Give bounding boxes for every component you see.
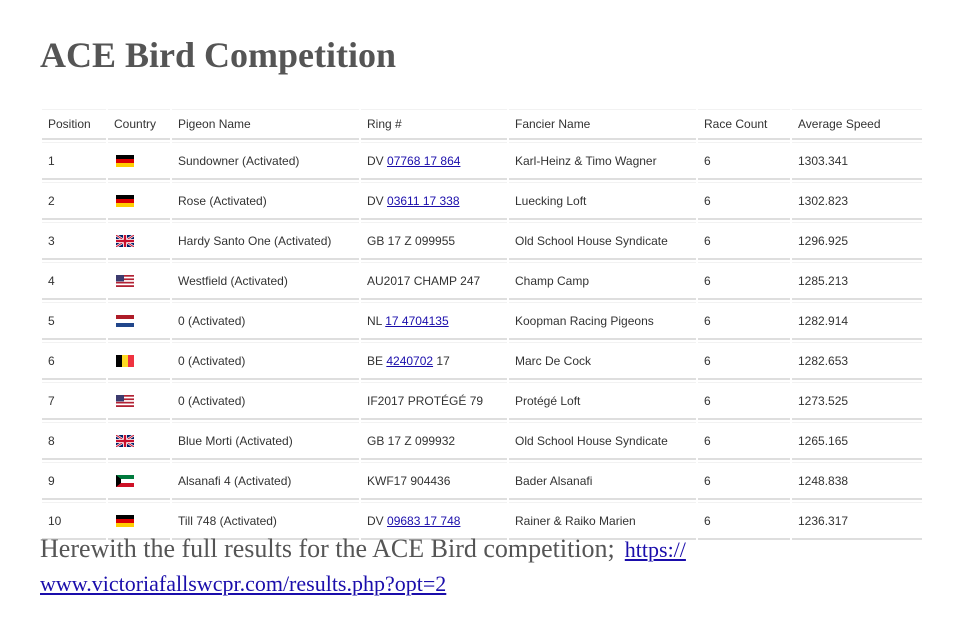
ring-prefix: DV [367, 513, 388, 528]
ring-cell [361, 222, 507, 260]
fancier-name-cell: Old School House Syndicate [509, 422, 696, 460]
pigeon-name-cell: Till 748 (Activated) [172, 502, 359, 540]
ring-cell [361, 182, 507, 220]
pigeon-name-cell: Hardy Santo One (Activated) [172, 222, 359, 260]
country-cell [108, 142, 170, 180]
uk-flag-icon [116, 235, 134, 247]
fancier-name-cell: Champ Camp [509, 262, 696, 300]
fancier-name-cell: Old School House Syndicate [509, 222, 696, 260]
fancier-name-cell: Koopman Racing Pigeons [509, 302, 696, 340]
average-speed-cell: 1282.914 [792, 302, 922, 340]
race-count-cell: 6 [698, 342, 790, 380]
kuwait-flag-icon [116, 475, 134, 487]
fancier-name-cell: Rainer & Raiko Marien [509, 502, 696, 540]
country-cell [108, 302, 170, 340]
table-row [42, 422, 922, 460]
column-header: Average Speed [792, 109, 922, 140]
fancier-name-cell: Marc De Cock [509, 342, 696, 380]
pigeon-name-cell: Alsanafi 4 (Activated) [172, 462, 359, 500]
race-count-cell: 6 [698, 422, 790, 460]
position-cell: 9 [42, 462, 106, 500]
fancier-name-cell: Karl-Heinz & Timo Wagner [509, 142, 696, 180]
average-speed-cell: 1265.165 [792, 422, 922, 460]
usa-flag-icon [116, 275, 134, 287]
ring-link[interactable]: 17 4704135 [385, 313, 449, 328]
ring-prefix: DV [367, 153, 388, 168]
pigeon-name-cell: Blue Morti (Activated) [172, 422, 359, 460]
ring-cell [361, 142, 507, 180]
footer-message: Herewith the full results for the ACE Bird competition; [40, 534, 615, 563]
table-row [42, 302, 922, 340]
country-cell [108, 262, 170, 300]
pigeon-name-cell: 0 (Activated) [172, 382, 359, 420]
position-cell: 1 [42, 142, 106, 180]
country-cell [108, 422, 170, 460]
column-header: Pigeon Name [172, 109, 359, 140]
table-header-row [42, 109, 922, 140]
ring-link[interactable]: 4240702 [386, 353, 434, 368]
country-cell [108, 462, 170, 500]
ring-prefix: KWF17 904436 [367, 473, 451, 488]
ring-link[interactable]: 07768 17 864 [387, 153, 461, 168]
column-header: Country [108, 109, 170, 140]
race-count-cell: 6 [698, 462, 790, 500]
race-count-cell: 6 [698, 262, 790, 300]
column-header: Ring # [361, 109, 507, 140]
ring-cell [361, 342, 507, 380]
page-title: ACE Bird Competition [40, 35, 397, 75]
country-cell [108, 342, 170, 380]
ring-cell [361, 302, 507, 340]
germany-flag-icon [116, 195, 134, 207]
average-speed-cell: 1303.341 [792, 142, 922, 180]
ring-prefix: GB 17 Z 099932 [367, 433, 456, 448]
country-cell [108, 222, 170, 260]
pigeon-name-cell: 0 (Activated) [172, 302, 359, 340]
country-cell [108, 382, 170, 420]
average-speed-cell: 1282.653 [792, 342, 922, 380]
race-count-cell: 6 [698, 502, 790, 540]
table-row [42, 462, 922, 500]
table-row [42, 222, 922, 260]
ring-prefix: NL [367, 313, 386, 328]
race-count-cell: 6 [698, 382, 790, 420]
table-row [42, 142, 922, 180]
netherlands-flag-icon [116, 315, 134, 327]
ring-cell [361, 382, 507, 420]
race-count-cell: 6 [698, 182, 790, 220]
ring-prefix: BE [367, 353, 387, 368]
ring-prefix: AU2017 CHAMP 247 [367, 273, 481, 288]
ring-link[interactable]: 09683 17 748 [387, 513, 461, 528]
fancier-name-cell: Protégé Loft [509, 382, 696, 420]
fancier-name-cell: Luecking Loft [509, 182, 696, 220]
position-cell: 7 [42, 382, 106, 420]
footer-text [40, 532, 920, 600]
country-cell [108, 182, 170, 220]
race-count-cell: 6 [698, 142, 790, 180]
table-row [42, 182, 922, 220]
average-speed-cell: 1285.213 [792, 262, 922, 300]
pigeon-name-cell: Westfield (Activated) [172, 262, 359, 300]
average-speed-cell: 1296.925 [792, 222, 922, 260]
position-cell: 2 [42, 182, 106, 220]
column-header: Fancier Name [509, 109, 696, 140]
average-speed-cell: 1248.838 [792, 462, 922, 500]
pigeon-name-cell: 0 (Activated) [172, 342, 359, 380]
ring-prefix: GB 17 Z 099955 [367, 233, 456, 248]
pigeon-name-cell: Rose (Activated) [172, 182, 359, 220]
average-speed-cell: 1273.525 [792, 382, 922, 420]
fancier-name-cell: Bader Alsanafi [509, 462, 696, 500]
average-speed-cell: 1236.317 [792, 502, 922, 540]
position-cell: 10 [42, 502, 106, 540]
column-header: Race Count [698, 109, 790, 140]
germany-flag-icon [116, 155, 134, 167]
pigeon-name-cell: Sundowner (Activated) [172, 142, 359, 180]
ring-link[interactable]: 03611 17 338 [387, 193, 460, 208]
germany-flag-icon [116, 515, 134, 527]
position-cell: 6 [42, 342, 106, 380]
average-speed-cell: 1302.823 [792, 182, 922, 220]
ring-suffix: 17 [433, 353, 450, 368]
ring-cell [361, 462, 507, 500]
belgium-flag-icon [116, 355, 134, 367]
position-cell: 8 [42, 422, 106, 460]
results-link[interactable]: https:// www.victoriafallswcpr.com/results.php?opt=2 [40, 537, 686, 596]
race-count-cell: 6 [698, 222, 790, 260]
column-header: Position [42, 109, 106, 140]
position-cell: 5 [42, 302, 106, 340]
uk-flag-icon [116, 435, 134, 447]
results-table [40, 107, 924, 542]
usa-flag-icon [116, 395, 134, 407]
table-row [42, 342, 922, 380]
race-count-cell: 6 [698, 302, 790, 340]
ring-prefix: DV [367, 193, 388, 208]
ring-cell [361, 422, 507, 460]
ring-cell [361, 262, 507, 300]
table-row [42, 382, 922, 420]
table-row [42, 262, 922, 300]
position-cell: 4 [42, 262, 106, 300]
position-cell: 3 [42, 222, 106, 260]
ring-prefix: IF2017 PROTÉGÉ 79 [367, 393, 484, 408]
